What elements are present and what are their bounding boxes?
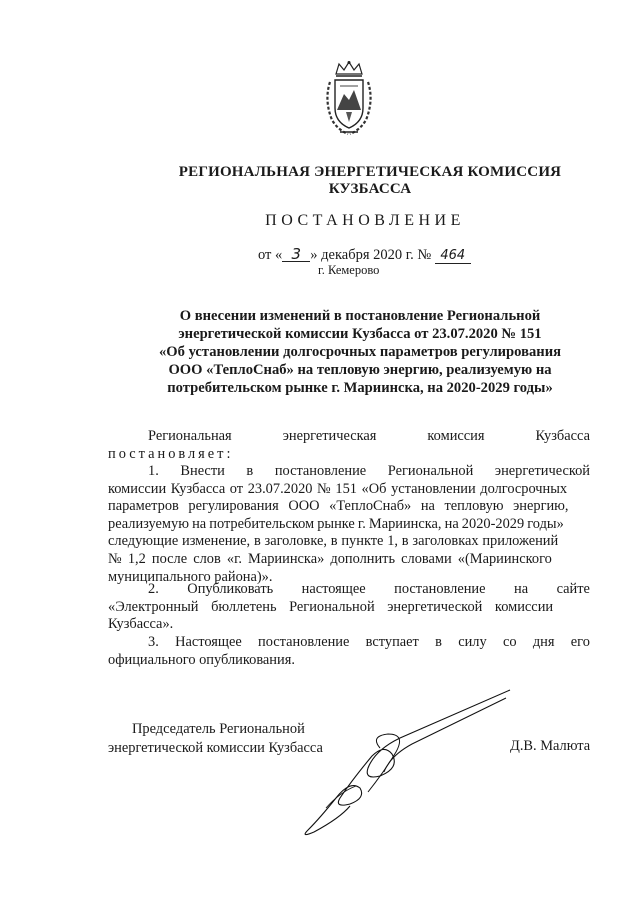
item-word: сайте — [556, 581, 590, 597]
item-word: на — [514, 581, 529, 597]
signatory-title-line2: энергетической комиссии Кузбасса — [108, 740, 323, 756]
organization-name-line1: РЕГИОНАЛЬНАЯ ЭНЕРГЕТИЧЕСКАЯ КОМИССИЯ — [178, 164, 562, 180]
subject-line: ООО «ТеплоСнаб» на тепловую энергию, реализуемую на — [168, 362, 552, 378]
item-word: вступает — [365, 634, 419, 650]
item-word: постановление — [258, 634, 350, 650]
intro-word: комиссия — [427, 428, 485, 444]
document-type-title: ПОСТАНОВЛЕНИЕ — [265, 212, 465, 229]
subject-line: О внесении изменений в постановление Региональной — [179, 308, 541, 324]
intro-verb: постановляет: — [108, 445, 234, 462]
item-word: в — [246, 463, 254, 479]
item-2 — [108, 581, 590, 634]
document-subject — [130, 307, 590, 397]
signatory-name: Д.В. Малюта — [510, 738, 591, 754]
item-word: его — [570, 634, 590, 650]
item-3-first-line — [108, 634, 590, 652]
item-word: постановление — [274, 463, 367, 479]
subject-line: энергетической комиссии Кузбасса от 23.07.2020 № 151 — [178, 326, 542, 342]
item-word: силу — [458, 634, 487, 650]
item-word: настоящее — [301, 581, 366, 597]
item-word: в — [435, 634, 442, 650]
item-word: 3. — [148, 634, 159, 650]
item-2-line: «Электронный бюллетень Региональной энергетической комиссии — [108, 598, 554, 615]
item-word: Региональной — [387, 463, 474, 479]
item-word: Настоящее — [175, 634, 242, 650]
intro-word: Региональная — [148, 428, 232, 444]
body-intro — [108, 428, 590, 463]
subject-line: «Об установлении долгосрочных параметров регулирования — [158, 344, 561, 360]
signatory-title-line1: Председатель Региональной — [132, 721, 305, 737]
organization-name-line2: КУЗБАССА — [328, 181, 412, 197]
subject-line: потребительском рынке г. Мариинска, на 2020-2029 годы» — [167, 380, 553, 396]
item-word: постановление — [394, 581, 486, 597]
item-word: 1. — [148, 463, 159, 479]
handwritten-signature — [280, 688, 520, 838]
item-1-line: комиссии Кузбасса от 23.07.2020 № 151 «Об установлении долгосрочных — [108, 480, 568, 497]
date-suffix: » декабря 2020 г. № — [310, 247, 432, 263]
date-day-handwritten: 3 — [282, 247, 310, 262]
intro-line — [108, 428, 590, 446]
item-1-line: следующие изменение, в заголовке, в пункте 1, в заголовках приложений — [108, 533, 559, 550]
item-3-line: официального опубликования. — [108, 651, 295, 668]
document-number-handwritten: 464 — [435, 249, 471, 264]
item-word: Внести — [180, 463, 225, 479]
city-label: г. Кемерово — [318, 263, 380, 277]
intro-word: Кузбасса — [535, 428, 590, 444]
intro-word: энергетическая — [282, 428, 377, 444]
item-word: со — [502, 634, 517, 650]
kuzbass-coat-of-arms-icon — [322, 60, 376, 138]
item-word: энергетической — [494, 463, 590, 479]
date-line — [258, 247, 471, 264]
item-1-line: № 1,2 после слов «г. Мариинска» дополнить словами «(Мариинского — [108, 550, 552, 567]
item-word: дня — [532, 634, 555, 650]
item-1-line: муниципального района)». — [108, 568, 273, 585]
date-prefix: от « — [258, 247, 283, 263]
item-word: 2. — [148, 581, 159, 597]
item-3 — [108, 634, 590, 669]
item-1-line: реализуемую на потребительском рынке г. Мариинска, на 2020-2029 годы» — [108, 515, 564, 532]
item-2-line: Кузбасса». — [108, 616, 174, 633]
item-word: Опубликовать — [187, 581, 274, 597]
item-1-line: параметров регулирования ООО «ТеплоСнаб» на тепловую энергию, — [108, 498, 569, 515]
item-1-first-line — [108, 463, 590, 481]
item-2-first-line — [108, 581, 590, 599]
item-1 — [108, 463, 590, 586]
